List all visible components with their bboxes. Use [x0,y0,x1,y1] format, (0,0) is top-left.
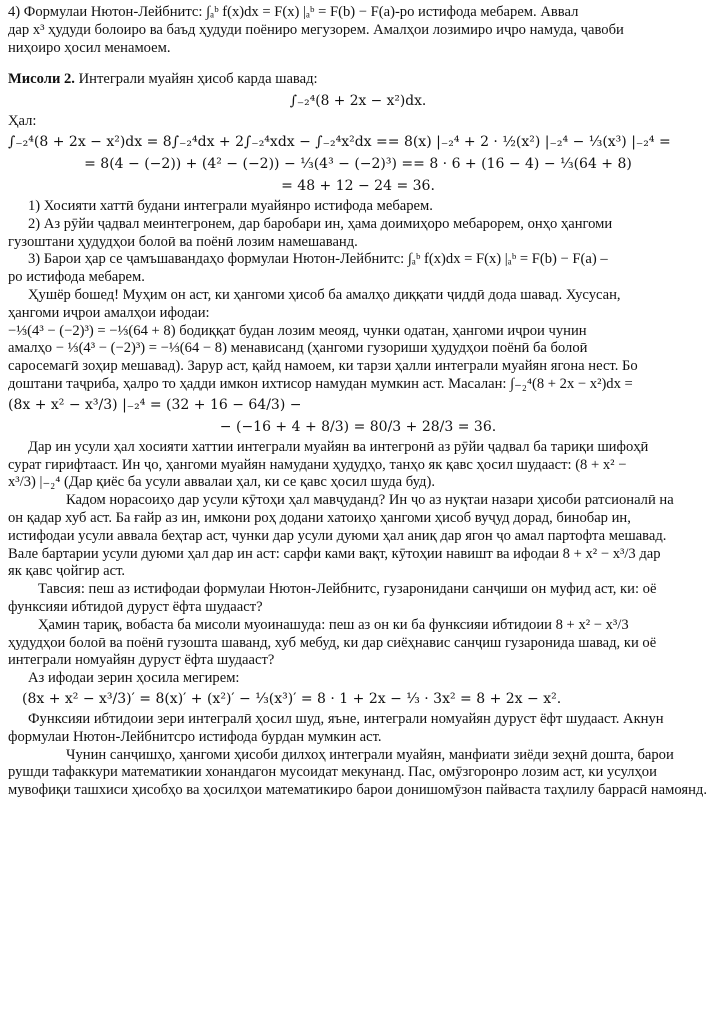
text-line: Чунин санҷишҳо, ҳангоми ҳисоби дилхоҳ интеграли муайян, манфиати зиёди зеҳнӣ дошта, барои [66,746,674,763]
example-label: Мисоли 2. [8,71,75,88]
text-line: Тавсия: пеш аз истифодаи формулаи Нютон-Лейбнитс, гузаронидани санҷиши он муфид аст, ки: оё [38,581,657,598]
text-line: истифодаи усули аввала беҳтар аст, чунки дар усули дуюми ҳал аниқ дар ягон ҷо амал партофта мешавад. [8,527,667,544]
text-line: гузоштани ҳудудҳои болоӣ ва поёнӣ лозим намешаванд. [8,233,358,250]
text-line: амалҳо − ⅓(4³ − (−2)³) = −⅓(64 − 8) менависанд (ҳангоми гузориши ҳудудҳои поёнӣ ба болоӣ [8,340,588,357]
text-line: Вале бартарии усули дуюми ҳал дар ин аст: сарфи ками вақт, кӯтоҳии навишт ва ифодаи 8 + x² − x³/3 дар [8,545,661,562]
math-formula: = 8(4 − (−2)) + (4² − (−2)) − ⅓(4³ − (−2)³) == 8 · 6 + (16 − 4) − ⅓(64 + 8) [84,155,632,172]
math-formula: = 48 + 12 − 24 = 36. [281,177,435,194]
text-line: 1) Хосияти хаттӣ будани интеграли муайянро истифода мебарем. [28,197,433,214]
text-line: Ҳамин тариқ, вобаста ба мисоли муоинашуда: пеш аз он ки ба функсияи ибтидоии 8 + x² − x³/3 [38,616,629,633]
text-line: интеграли номуайян дуруст ёфта шудааст? [8,652,275,669]
text-line: Аз ифодаи зерин ҳосила мегирем: [28,670,240,687]
math-formula: (8x + x² − x³/3) |₋₂⁴ = (32 + 16 − 64/3) − [8,396,302,413]
text-line: саросемагӣ зоҳир мешавад). Зарур аст, қайд намоем, ки тарзи ҳалли интеграли муайян ягона нест. Бо [8,358,638,375]
text-line: ҳудудҳои болоӣ ва поёнӣ гузошта шаванд, хуб мебуд, ки дар сиёҳнавис санҷиш гузаронида шавад, ки оё [8,634,657,651]
text-line: 2) Аз рӯйи ҷадвал меинтегронем, дар баробари ин, ҳама доимиҳоро мебарорем, онҳо ҳангоми [28,215,613,232]
example-heading [8,71,708,89]
text-line: Ҳушёр бошед! Муҳим он аст, ки ҳангоми ҳисоб ба амалҳо диққати ҷиддӣ дода шавад. Хусусан, [28,286,621,303]
math-formula: (8x + x² − x³/3)′ = 8(x)′ + (x²)′ − ⅓(x³)′ = 8 · 1 + 2x − ⅓ · 3x² = 8 + 2x − x². [22,690,562,707]
math-formula: ∫₋₂⁴(8 + 2x − x²)dx = 8∫₋₂⁴dx + 2∫₋₂⁴xdx − ∫₋₂⁴x²dx == 8(x) |₋₂⁴ + 2 · ½(x²) |₋₂⁴ − ⅓(x³) |₋₂⁴ = [8,133,671,150]
text-line: доштани таҷриба, ҳалро то ҳадди имкон ихтисор намудан мумкин аст. Масалан: ∫₋₂⁴(8 + 2x − x²)dx = [8,375,633,392]
text-line: −⅓(4³ − (−2)³) = −⅓(64 + 8) бодиққат будан лозим меояд, чунки одатан, ҳангоми иҷрои чунин [8,322,587,339]
text-line: ниҳоиро ҳосил менамоем. [8,39,171,56]
text-line: дар x³ ҳудуди болоиро ва баъд ҳудуди поёниро мегузорем. Амалҳои лозимиро иҷро намуда, ҷавоби [8,21,624,38]
text-line: он қадар хуб аст. Ба ғайр аз ин, имкони роҳ додани хатоиҳо ҳангоми ҳисоб вуҷуд дорад, бинобар ин, [8,509,631,526]
text-line: Интеграли муайян ҳисоб карда шавад: [74,71,318,88]
text-line: як қавс ҷойгир аст. [8,563,126,580]
text-line: функсияи ибтидоӣ дуруст ёфта шудааст? [8,598,263,615]
text-line: 4) Формулаи Нютон-Лейбнитс: ∫ₐᵇ f(x)dx = F(x) |ₐᵇ = F(b) − F(a)-ро истифода мебарем. Аввал [8,4,579,20]
math-formula: − (−16 + 4 + 8/3) = 80/3 + 28/3 = 36. [219,418,497,435]
text-line: ҳангоми иҷрои амалҳои ифодаи: [8,304,210,321]
text-line: формулаи Нютон-Лейбнитсро истифода бурдан мумкин аст. [8,728,382,745]
text-line: Дар ин усули ҳал хосияти хаттии интеграли муайян ва интегронӣ аз рӯйи ҷадвал ба тариқи шифоҳӣ [28,438,649,455]
text-line: рушди тафаккури математикии хонандагон мусоидат мекунанд. Пас, омӯзгоронро лозим аст, ки усулҳои [8,764,657,781]
text-line: ро истифода мебарем. [8,269,145,286]
text-line: сурат гирифтааст. Ин ҷо, ҳангоми муайян намудани ҳудудҳо, танҳо як қавс ҳосил шудааст: (8 + x² − [8,456,627,473]
text-line: мувофиқи ташхиси ҳисобҳо ва ҳосилҳои математикиро барои донишомӯзон пайваста таҳлилу баррасӣ намоянд. [8,782,708,799]
text-line: Кадом норасоиҳо дар усули кӯтоҳи ҳал мавҷуданд? Ин ҷо аз нуқтаи назари ҳисоби ратсионалӣ на [66,492,674,509]
text-line: x³/3) |₋₂⁴ (Дар қиёс ба усули аввалаи ҳал, ки се қавс ҳосил шуда буд). [8,474,435,491]
text-line: 3) Барои ҳар се ҷамъшавандаҳо формулаи Нютон-Лейбнитс: ∫ₐᵇ f(x)dx = F(x) |ₐᵇ = F(b) − F(a) – [28,251,608,268]
text-line: Функсияи ибтидоии зери интегралӣ ҳосил шуд, яъне, интеграли номуайян дуруст ёфт шудааст. Акнун [28,710,664,727]
solution-label: Ҳал: [8,113,37,130]
math-formula: ∫₋₂⁴(8 + 2x − x²)dx. [289,93,427,110]
